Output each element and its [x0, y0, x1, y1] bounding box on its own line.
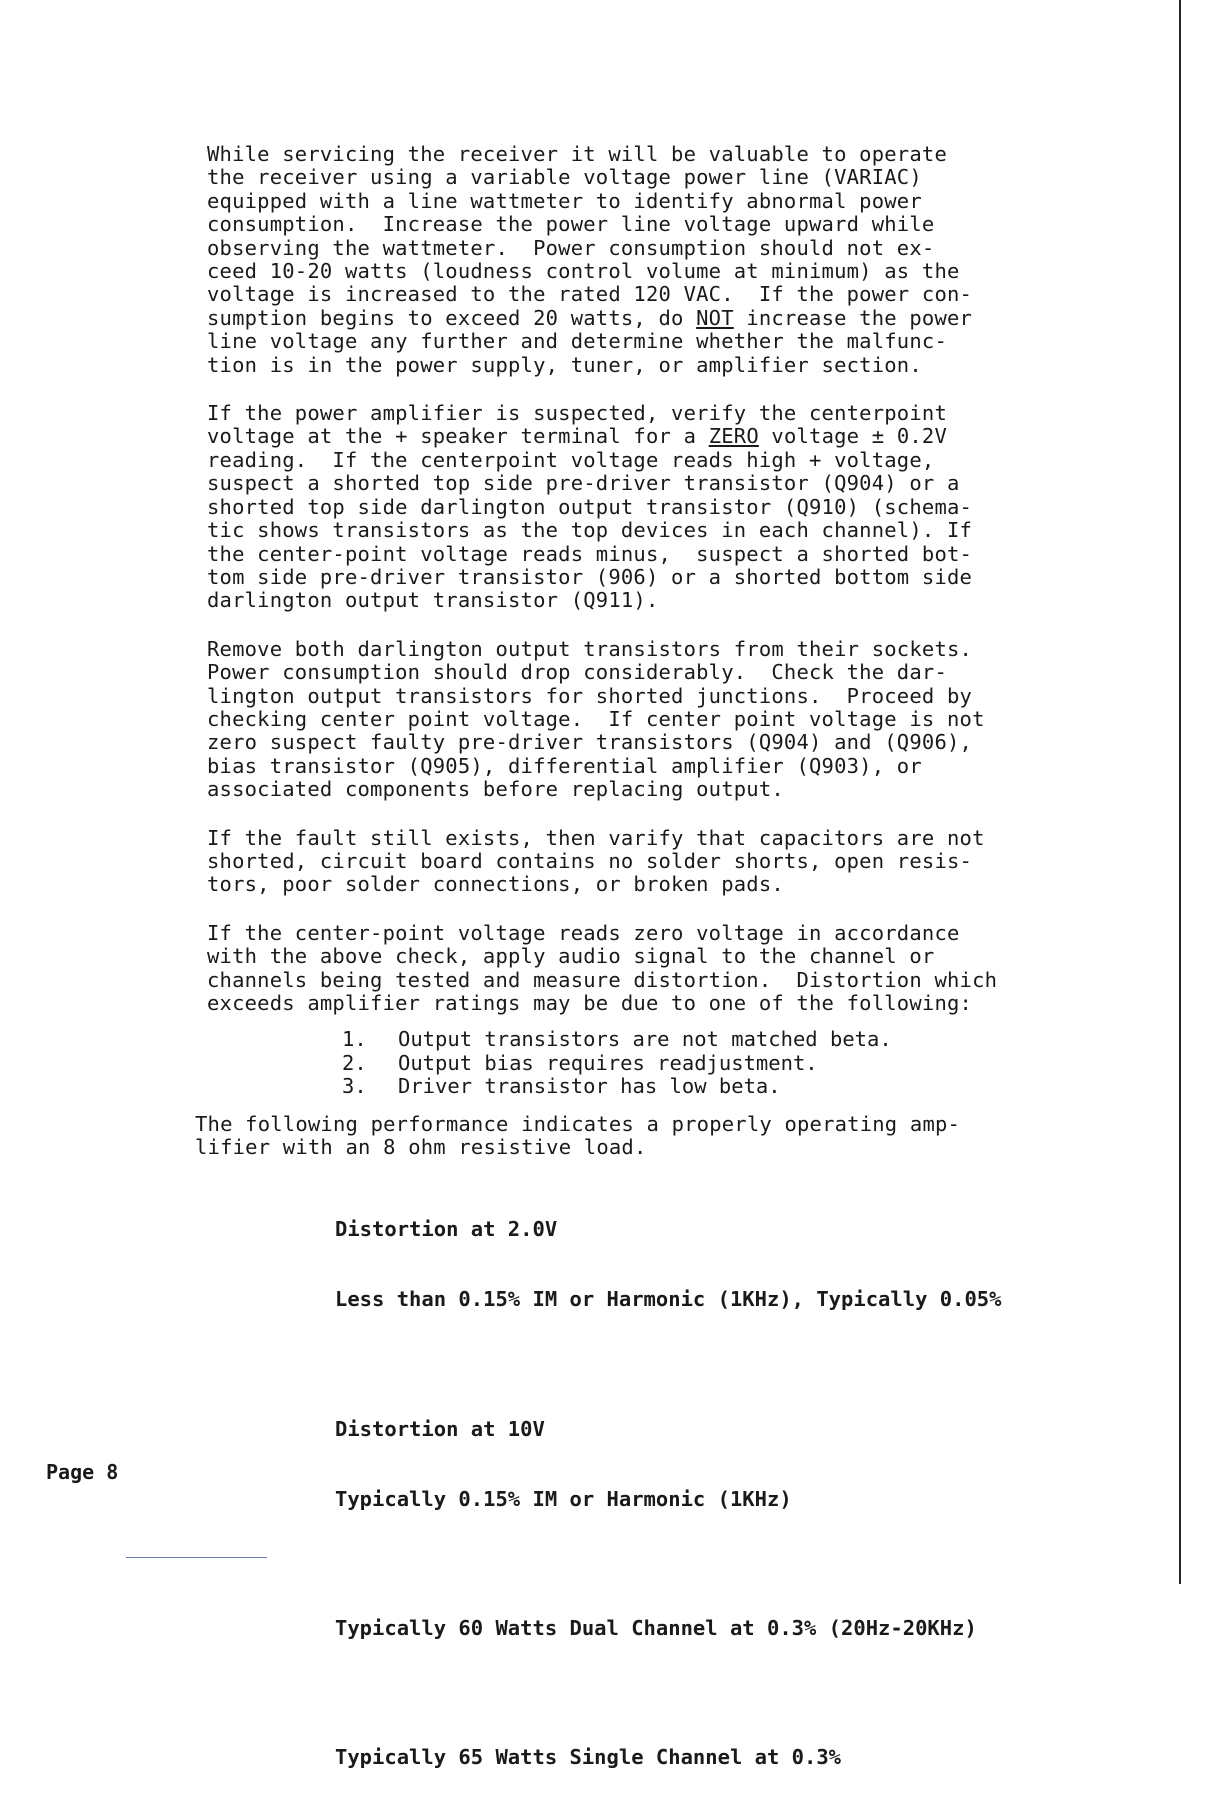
- document-body: [195, 142, 1087, 1816]
- list-number: 2.: [342, 1050, 367, 1075]
- list-item: [342, 1052, 1087, 1075]
- spec-value: Typically 0.15% IM or Harmonic (1KHz): [335, 1486, 792, 1511]
- text-line: darlington output transistor (Q911).: [207, 588, 659, 613]
- list-item: [342, 1075, 1087, 1098]
- text-line: the receiver using a variable voltage power line (VARIAC): [207, 165, 922, 190]
- emphasis-zero: ZERO: [708, 424, 759, 449]
- paragraph-variac: [207, 143, 1087, 377]
- text-line: voltage is increased to the rated 120 VAC. If the power con-: [207, 282, 973, 307]
- spec-distortion-10v: [335, 1371, 1087, 1558]
- paragraph-fault-exists: [207, 827, 1087, 897]
- text-line: Remove both darlington output transistors from their sockets.: [207, 636, 973, 661]
- text-span: voltage at the + speaker terminal for a: [207, 424, 709, 449]
- text-line: checking center point voltage. If center point voltage is not: [207, 706, 985, 731]
- spec-heading: Distortion at 2.0V: [335, 1217, 558, 1242]
- spec-dual-channel: [335, 1570, 1087, 1687]
- paragraph-performance: [195, 1113, 1087, 1160]
- text-line: the center-point voltage reads minus, suspect a shorted bot-: [207, 541, 973, 566]
- list-text: Output transistors are not matched beta.: [398, 1027, 892, 1052]
- text-line: suspect a shorted top side pre-driver transistor (Q904) or a: [207, 471, 960, 496]
- text-line: tors, poor solder connections, or broken pads.: [207, 872, 784, 897]
- text-line: consumption. Increase the power line voltage upward while: [207, 212, 935, 237]
- text-line: [207, 307, 1087, 330]
- text-line: line voltage any further and determine whether the malfunc-: [207, 329, 947, 354]
- list-number: 1.: [342, 1027, 367, 1052]
- text-line: shorted, circuit board contains no solder shorts, open resis-: [207, 848, 973, 873]
- text-line: with the above check, apply audio signal to the channel or: [207, 944, 935, 969]
- text-line: bias transistor (Q905), differential amplifier (Q903), or: [207, 753, 922, 778]
- spec-heading: Typically 65 Watts Single Channel at 0.3%: [335, 1744, 842, 1769]
- text-span: sumption begins to exceed 20 watts, do: [207, 305, 697, 330]
- list-item: [342, 1028, 1087, 1051]
- spec-heading: Distortion at 10V: [335, 1416, 545, 1441]
- text-line: tic shows transistors as the top devices in each channel). If: [207, 518, 973, 543]
- text-line: [207, 425, 1087, 448]
- page-number: Page 8: [46, 1460, 119, 1484]
- text-line: lington output transistors for shorted junctions. Proceed by: [207, 683, 973, 708]
- text-line: ceed 10-20 watts (loudness control volume at minimum) as the: [207, 259, 960, 284]
- list-text: Driver transistor has low beta.: [398, 1074, 781, 1099]
- emphasis-not: NOT: [696, 305, 734, 330]
- text-line: The following performance indicates a properly operating amp-: [195, 1111, 961, 1136]
- text-line: lifier with an 8 ohm resistive load.: [195, 1135, 647, 1160]
- spec-single-channel: [335, 1699, 1087, 1816]
- text-span: increase the power: [733, 305, 973, 330]
- text-line: reading. If the centerpoint voltage reads high + voltage,: [207, 447, 935, 472]
- cause-list: [342, 1028, 1087, 1098]
- list-number: 3.: [342, 1074, 367, 1099]
- text-line: associated components before replacing output.: [207, 777, 784, 802]
- text-line: tion is in the power supply, tuner, or amplifier section.: [207, 352, 922, 377]
- list-text: Output bias requires readjustment.: [398, 1050, 818, 1075]
- spec-distortion-2v: [335, 1171, 1087, 1358]
- text-line: tom side pre-driver transistor (906) or a shorted bottom side: [207, 564, 973, 589]
- paragraph-remove-transistors: [207, 638, 1087, 802]
- spec-heading: Typically 60 Watts Dual Channel at 0.3% (20Hz-20KHz): [335, 1615, 977, 1640]
- text-line: exceeds amplifier ratings may be due to one of the following:: [207, 991, 973, 1015]
- text-line: If the power amplifier is suspected, verify the centerpoint: [207, 401, 947, 426]
- text-line: If the fault still exists, then varify that capacitors are not: [207, 825, 985, 850]
- text-line: Power consumption should drop considerably. Check the dar-: [207, 660, 947, 685]
- text-line: observing the wattmeter. Power consumption should not ex-: [207, 235, 935, 260]
- text-line: If the center-point voltage reads zero voltage in accordance: [207, 920, 960, 945]
- text-line: zero suspect faulty pre-driver transistors (Q904) and (Q906),: [207, 730, 973, 755]
- spec-value: Less than 0.15% IM or Harmonic (1KHz), Typically 0.05%: [335, 1287, 1002, 1312]
- text-span: voltage ± 0.2V: [758, 424, 947, 449]
- text-line: shorted top side darlington output transistor (Q910) (schema-: [207, 494, 973, 519]
- performance-specs: [335, 1171, 1087, 1816]
- text-line: equipped with a line wattmeter to identify abnormal power: [207, 188, 922, 213]
- text-line: channels being tested and measure distortion. Distortion which: [207, 967, 998, 992]
- right-page-edge-rule: [1179, 0, 1181, 1584]
- text-line: While servicing the receiver it will be valuable to operate: [207, 142, 947, 166]
- paragraph-centerpoint: [207, 402, 1087, 613]
- paragraph-distortion: [207, 922, 1087, 1016]
